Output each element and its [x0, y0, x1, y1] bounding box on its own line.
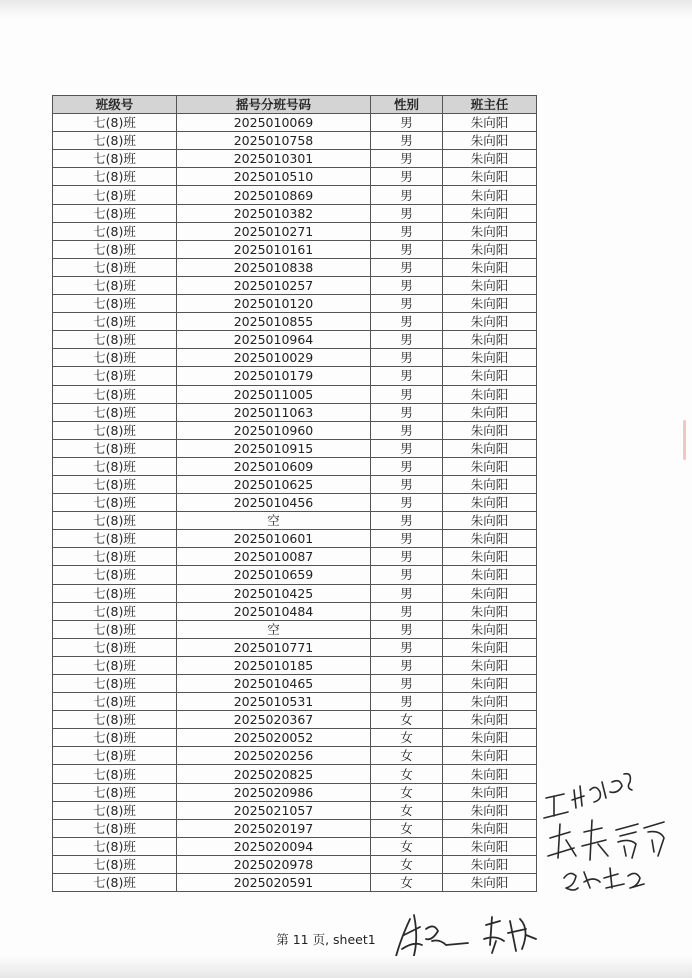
table-row — [53, 783, 537, 801]
cell-class: 七(8)班 — [53, 475, 177, 493]
cell-gender: 男 — [371, 403, 443, 421]
cell-teacher: 朱向阳 — [443, 548, 537, 566]
table-row — [53, 349, 537, 367]
table-row — [53, 168, 537, 186]
cell-teacher: 朱向阳 — [443, 675, 537, 693]
signature-bottom-2 — [484, 917, 536, 953]
cell-gender: 男 — [371, 204, 443, 222]
cell-class: 七(8)班 — [53, 675, 177, 693]
table-row — [53, 222, 537, 240]
cell-class: 七(8)班 — [53, 566, 177, 584]
table-row — [53, 711, 537, 729]
cell-gender: 男 — [371, 548, 443, 566]
table-row — [53, 729, 537, 747]
table-row — [53, 403, 537, 421]
cell-lottery-number: 2025010531 — [177, 693, 371, 711]
cell-gender: 男 — [371, 421, 443, 439]
cell-lottery-number: 2025010484 — [177, 602, 371, 620]
cell-gender: 男 — [371, 512, 443, 530]
cell-gender: 女 — [371, 855, 443, 873]
cell-lottery-number: 2025010510 — [177, 168, 371, 186]
cell-lottery-number: 2025020052 — [177, 729, 371, 747]
cell-teacher: 朱向阳 — [443, 204, 537, 222]
table-row — [53, 439, 537, 457]
cell-gender: 女 — [371, 729, 443, 747]
cell-lottery-number: 2025010301 — [177, 150, 371, 168]
table-row — [53, 693, 537, 711]
cell-lottery-number: 2025010625 — [177, 475, 371, 493]
table-row — [53, 258, 537, 276]
cell-teacher: 朱向阳 — [443, 765, 537, 783]
table-row — [53, 530, 537, 548]
cell-lottery-number: 2025011063 — [177, 403, 371, 421]
table-row — [53, 331, 537, 349]
signature-right-2 — [548, 820, 664, 860]
cell-lottery-number: 2025010465 — [177, 675, 371, 693]
cell-class: 七(8)班 — [53, 837, 177, 855]
cell-class: 七(8)班 — [53, 638, 177, 656]
cell-teacher: 朱向阳 — [443, 313, 537, 331]
cell-lottery-number: 2025010838 — [177, 258, 371, 276]
cell-class: 七(8)班 — [53, 439, 177, 457]
cell-lottery-number: 2025010425 — [177, 584, 371, 602]
cell-class: 七(8)班 — [53, 494, 177, 512]
cell-teacher: 朱向阳 — [443, 457, 537, 475]
cell-gender: 女 — [371, 801, 443, 819]
cell-teacher: 朱向阳 — [443, 855, 537, 873]
cell-teacher: 朱向阳 — [443, 494, 537, 512]
cell-lottery-number: 2025010087 — [177, 548, 371, 566]
cell-teacher: 朱向阳 — [443, 819, 537, 837]
table-row — [53, 276, 537, 294]
handwritten-signatures-right — [540, 760, 690, 900]
cell-lottery-number: 2025011005 — [177, 385, 371, 403]
cell-teacher: 朱向阳 — [443, 874, 537, 892]
table-row — [53, 150, 537, 168]
cell-lottery-number: 2025010120 — [177, 295, 371, 313]
table-row — [53, 819, 537, 837]
cell-lottery-number: 2025010659 — [177, 566, 371, 584]
cell-class: 七(8)班 — [53, 258, 177, 276]
cell-lottery-number: 2025020367 — [177, 711, 371, 729]
table-row — [53, 837, 537, 855]
cell-gender: 男 — [371, 168, 443, 186]
cell-lottery-number: 2025010185 — [177, 656, 371, 674]
cell-lottery-number: 2025010456 — [177, 494, 371, 512]
cell-teacher: 朱向阳 — [443, 240, 537, 258]
cell-gender: 男 — [371, 349, 443, 367]
header-gender: 性别 — [371, 96, 443, 114]
cell-class: 七(8)班 — [53, 331, 177, 349]
cell-gender: 男 — [371, 457, 443, 475]
class-roster-table — [52, 95, 537, 892]
table-row — [53, 457, 537, 475]
cell-gender: 男 — [371, 675, 443, 693]
cell-teacher: 朱向阳 — [443, 711, 537, 729]
table-row — [53, 512, 537, 530]
cell-lottery-number: 2025010915 — [177, 439, 371, 457]
cell-class: 七(8)班 — [53, 874, 177, 892]
cell-class: 七(8)班 — [53, 512, 177, 530]
cell-class: 七(8)班 — [53, 403, 177, 421]
cell-lottery-number: 2025020591 — [177, 874, 371, 892]
table-row — [53, 566, 537, 584]
table-row — [53, 584, 537, 602]
cell-gender: 男 — [371, 258, 443, 276]
cell-class: 七(8)班 — [53, 457, 177, 475]
cell-class: 七(8)班 — [53, 295, 177, 313]
cell-teacher: 朱向阳 — [443, 747, 537, 765]
table-row — [53, 801, 537, 819]
cell-class: 七(8)班 — [53, 711, 177, 729]
cell-gender: 男 — [371, 240, 443, 258]
cell-teacher: 朱向阳 — [443, 331, 537, 349]
table-row — [53, 132, 537, 150]
table-row — [53, 367, 537, 385]
cell-lottery-number: 2025010964 — [177, 331, 371, 349]
cell-gender: 男 — [371, 276, 443, 294]
cell-class: 七(8)班 — [53, 801, 177, 819]
cell-gender: 男 — [371, 222, 443, 240]
cell-class: 七(8)班 — [53, 602, 177, 620]
scan-stain — [683, 420, 686, 460]
cell-lottery-number: 空 — [177, 512, 371, 530]
cell-gender: 女 — [371, 837, 443, 855]
cell-lottery-number: 2025021057 — [177, 801, 371, 819]
table-row — [53, 675, 537, 693]
cell-teacher: 朱向阳 — [443, 439, 537, 457]
signature-right-3 — [564, 868, 644, 890]
page-footer — [0, 930, 692, 948]
cell-lottery-number: 2025010960 — [177, 421, 371, 439]
table-row — [53, 747, 537, 765]
cell-teacher: 朱向阳 — [443, 783, 537, 801]
cell-class: 七(8)班 — [53, 385, 177, 403]
cell-gender: 男 — [371, 584, 443, 602]
cell-lottery-number: 2025010855 — [177, 313, 371, 331]
cell-lottery-number: 2025010257 — [177, 276, 371, 294]
cell-class: 七(8)班 — [53, 222, 177, 240]
cell-gender: 男 — [371, 656, 443, 674]
cell-teacher: 朱向阳 — [443, 222, 537, 240]
table-row — [53, 656, 537, 674]
table-row — [53, 313, 537, 331]
cell-teacher: 朱向阳 — [443, 421, 537, 439]
cell-class: 七(8)班 — [53, 240, 177, 258]
cell-teacher: 朱向阳 — [443, 403, 537, 421]
cell-class: 七(8)班 — [53, 729, 177, 747]
cell-class: 七(8)班 — [53, 656, 177, 674]
cell-lottery-number: 2025010869 — [177, 186, 371, 204]
cell-gender: 男 — [371, 530, 443, 548]
cell-gender: 男 — [371, 331, 443, 349]
cell-teacher: 朱向阳 — [443, 276, 537, 294]
cell-lottery-number: 2025010758 — [177, 132, 371, 150]
table-row — [53, 186, 537, 204]
cell-class: 七(8)班 — [53, 783, 177, 801]
cell-gender: 男 — [371, 313, 443, 331]
table-row — [53, 620, 537, 638]
cell-teacher: 朱向阳 — [443, 837, 537, 855]
header-lottery-number: 摇号分班号码 — [177, 96, 371, 114]
cell-teacher: 朱向阳 — [443, 132, 537, 150]
cell-class: 七(8)班 — [53, 855, 177, 873]
cell-teacher: 朱向阳 — [443, 693, 537, 711]
cell-lottery-number: 2025020825 — [177, 765, 371, 783]
table-row — [53, 240, 537, 258]
table-row — [53, 204, 537, 222]
cell-teacher: 朱向阳 — [443, 584, 537, 602]
table-row — [53, 421, 537, 439]
cell-teacher: 朱向阳 — [443, 367, 537, 385]
cell-gender: 男 — [371, 475, 443, 493]
cell-gender: 女 — [371, 819, 443, 837]
cell-lottery-number: 2025020256 — [177, 747, 371, 765]
cell-gender: 男 — [371, 295, 443, 313]
cell-gender: 男 — [371, 114, 443, 132]
cell-gender: 男 — [371, 494, 443, 512]
cell-lottery-number: 2025010069 — [177, 114, 371, 132]
cell-teacher: 朱向阳 — [443, 186, 537, 204]
cell-gender: 女 — [371, 711, 443, 729]
cell-teacher: 朱向阳 — [443, 168, 537, 186]
cell-gender: 女 — [371, 747, 443, 765]
cell-teacher: 朱向阳 — [443, 475, 537, 493]
page-number-label: 第 11 页, sheet1 — [276, 932, 376, 947]
cell-teacher: 朱向阳 — [443, 620, 537, 638]
cell-teacher: 朱向阳 — [443, 150, 537, 168]
table-row — [53, 602, 537, 620]
table-header-row — [53, 96, 537, 114]
table-row — [53, 765, 537, 783]
table-row — [53, 295, 537, 313]
table-row — [53, 548, 537, 566]
cell-teacher: 朱向阳 — [443, 512, 537, 530]
cell-class: 七(8)班 — [53, 765, 177, 783]
cell-class: 七(8)班 — [53, 421, 177, 439]
cell-lottery-number: 2025020094 — [177, 837, 371, 855]
table-body — [53, 114, 537, 892]
cell-lottery-number: 2025010271 — [177, 222, 371, 240]
cell-gender: 男 — [371, 367, 443, 385]
scan-edge-top — [0, 0, 692, 18]
cell-lottery-number: 2025010179 — [177, 367, 371, 385]
cell-gender: 女 — [371, 874, 443, 892]
cell-teacher: 朱向阳 — [443, 258, 537, 276]
table-row — [53, 475, 537, 493]
cell-lottery-number: 空 — [177, 620, 371, 638]
table-row — [53, 638, 537, 656]
cell-gender: 男 — [371, 150, 443, 168]
cell-class: 七(8)班 — [53, 114, 177, 132]
signature-right-3-text — [540, 760, 544, 761]
cell-class: 七(8)班 — [53, 313, 177, 331]
cell-teacher: 朱向阳 — [443, 114, 537, 132]
cell-lottery-number: 2025010601 — [177, 530, 371, 548]
cell-class: 七(8)班 — [53, 747, 177, 765]
cell-gender: 男 — [371, 620, 443, 638]
cell-lottery-number: 2025020986 — [177, 783, 371, 801]
cell-class: 七(8)班 — [53, 530, 177, 548]
cell-gender: 男 — [371, 132, 443, 150]
cell-teacher: 朱向阳 — [443, 602, 537, 620]
cell-lottery-number: 2025010609 — [177, 457, 371, 475]
cell-teacher: 朱向阳 — [443, 295, 537, 313]
cell-class: 七(8)班 — [53, 132, 177, 150]
cell-class: 七(8)班 — [53, 584, 177, 602]
scan-edge-bottom — [0, 956, 692, 978]
table-row — [53, 855, 537, 873]
cell-class: 七(8)班 — [53, 548, 177, 566]
cell-lottery-number: 2025020197 — [177, 819, 371, 837]
cell-teacher: 朱向阳 — [443, 530, 537, 548]
cell-lottery-number: 2025010161 — [177, 240, 371, 258]
cell-gender: 男 — [371, 439, 443, 457]
cell-gender: 女 — [371, 765, 443, 783]
cell-class: 七(8)班 — [53, 150, 177, 168]
cell-lottery-number: 2025010382 — [177, 204, 371, 222]
cell-gender: 男 — [371, 693, 443, 711]
cell-lottery-number: 2025010029 — [177, 349, 371, 367]
cell-gender: 女 — [371, 783, 443, 801]
cell-gender: 男 — [371, 186, 443, 204]
cell-class: 七(8)班 — [53, 276, 177, 294]
header-class: 班级号 — [53, 96, 177, 114]
cell-teacher: 朱向阳 — [443, 656, 537, 674]
cell-teacher: 朱向阳 — [443, 385, 537, 403]
cell-gender: 男 — [371, 602, 443, 620]
cell-teacher: 朱向阳 — [443, 729, 537, 747]
table-row — [53, 874, 537, 892]
table-row — [53, 494, 537, 512]
cell-teacher: 朱向阳 — [443, 638, 537, 656]
cell-class: 七(8)班 — [53, 349, 177, 367]
cell-gender: 男 — [371, 385, 443, 403]
cell-class: 七(8)班 — [53, 620, 177, 638]
cell-class: 七(8)班 — [53, 168, 177, 186]
cell-teacher: 朱向阳 — [443, 801, 537, 819]
cell-lottery-number: 2025010771 — [177, 638, 371, 656]
cell-teacher: 朱向阳 — [443, 349, 537, 367]
cell-lottery-number: 2025020978 — [177, 855, 371, 873]
table-row — [53, 385, 537, 403]
header-teacher: 班主任 — [443, 96, 537, 114]
cell-class: 七(8)班 — [53, 693, 177, 711]
cell-class: 七(8)班 — [53, 367, 177, 385]
cell-class: 七(8)班 — [53, 204, 177, 222]
table-row — [53, 114, 537, 132]
cell-class: 七(8)班 — [53, 819, 177, 837]
signature-right-1 — [544, 774, 632, 818]
cell-gender: 男 — [371, 638, 443, 656]
cell-class: 七(8)班 — [53, 186, 177, 204]
cell-gender: 男 — [371, 566, 443, 584]
cell-teacher: 朱向阳 — [443, 566, 537, 584]
